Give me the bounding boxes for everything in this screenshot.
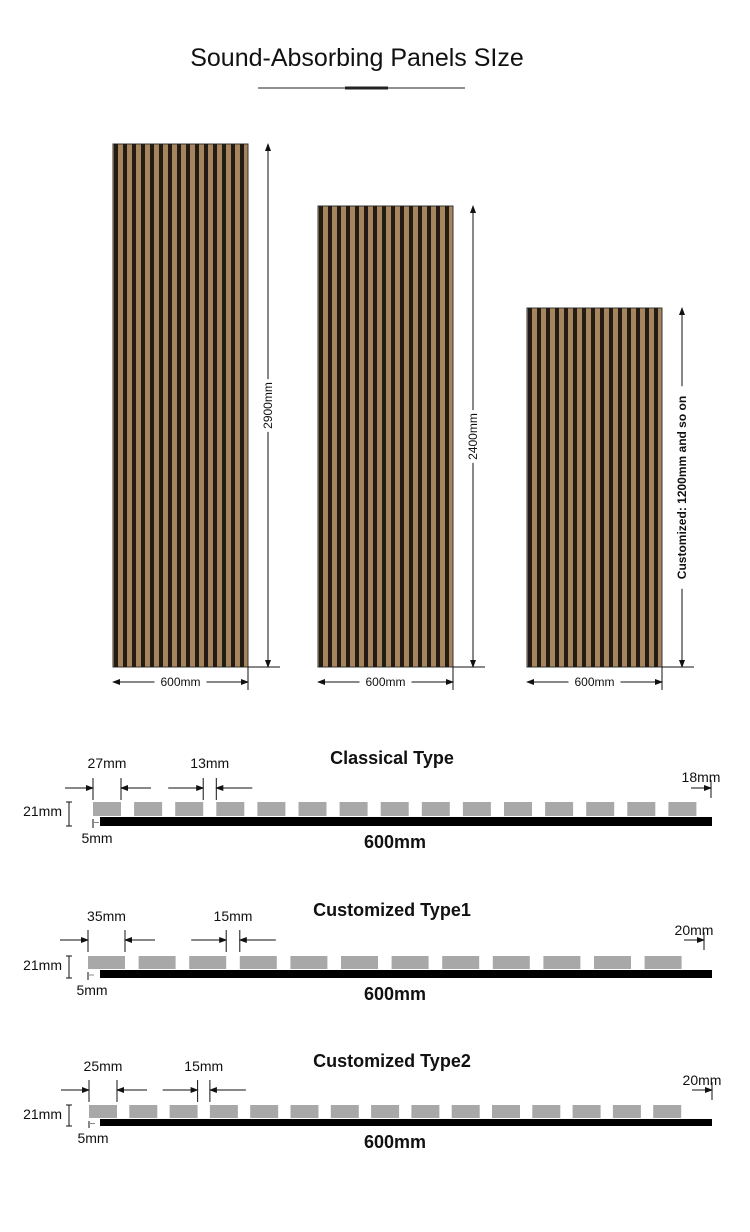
panel-slat-gap bbox=[195, 144, 199, 667]
panel-slat-gap bbox=[213, 144, 217, 667]
height-label: 2900mm bbox=[261, 382, 275, 429]
total-width-label: 600mm bbox=[363, 984, 427, 1004]
profile-slat bbox=[442, 956, 479, 969]
panel-slat-gap bbox=[373, 206, 377, 667]
panel-slat-gap bbox=[319, 206, 323, 667]
profile-slat bbox=[411, 1105, 439, 1118]
panel-slat-gap bbox=[618, 308, 622, 667]
panel-slat-gap bbox=[346, 206, 350, 667]
profile-title: Classical Type bbox=[330, 748, 454, 768]
panel-slat-gap bbox=[645, 308, 649, 667]
profile-slat bbox=[175, 802, 203, 816]
slat-width-label: 35mm bbox=[87, 908, 126, 924]
gap-width-label: 13mm bbox=[190, 755, 230, 771]
panel-slat-gap bbox=[591, 308, 595, 667]
profile-slat bbox=[452, 1105, 480, 1118]
panel-slat-gap bbox=[391, 206, 395, 667]
profile-slat bbox=[291, 1105, 319, 1118]
profile-slat bbox=[381, 802, 409, 816]
panel-slat-gap bbox=[409, 206, 413, 667]
profile-slat bbox=[139, 956, 176, 969]
thickness-label: 21mm bbox=[23, 1106, 62, 1122]
panel-slat-gap bbox=[222, 144, 226, 667]
gap-width-label: 15mm bbox=[184, 1058, 224, 1074]
panel-slat-gap bbox=[159, 144, 163, 667]
profile-slat bbox=[543, 956, 580, 969]
panel-slat-gap bbox=[177, 144, 181, 667]
profile-slat bbox=[210, 1105, 238, 1118]
offset-label: 5mm bbox=[76, 982, 108, 998]
panel-slat-gap bbox=[600, 308, 604, 667]
profile-slat bbox=[573, 1105, 601, 1118]
profile-slat bbox=[299, 802, 327, 816]
panel-slat-gap bbox=[636, 308, 640, 667]
panel-slat-gap bbox=[609, 308, 613, 667]
profile-slat bbox=[492, 1105, 520, 1118]
panel-slat-gap bbox=[240, 144, 244, 667]
thickness-bracket bbox=[66, 956, 72, 978]
offset-label: 5mm bbox=[81, 830, 113, 846]
panel-slat-gap bbox=[364, 206, 368, 667]
profile-slat bbox=[504, 802, 532, 816]
profile-slat bbox=[545, 802, 573, 816]
backing-board bbox=[100, 817, 712, 826]
height-label: Customized: 1200mm and so on bbox=[675, 395, 689, 580]
total-width-label: 600mm bbox=[363, 1132, 427, 1152]
backing-board bbox=[100, 970, 712, 978]
gap-width-label: 15mm bbox=[213, 908, 253, 924]
thickness-bracket bbox=[66, 1105, 72, 1126]
profile-slat bbox=[129, 1105, 157, 1118]
profile-slat bbox=[216, 802, 244, 816]
profile-slat bbox=[392, 956, 429, 969]
end-margin-label: 20mm bbox=[682, 1072, 722, 1088]
profile-slat bbox=[257, 802, 285, 816]
profile-slat bbox=[627, 802, 655, 816]
panel-slat-gap bbox=[564, 308, 568, 667]
panel-slat-gap bbox=[582, 308, 586, 667]
profile-slat bbox=[250, 1105, 278, 1118]
panel-slat-gap bbox=[654, 308, 658, 667]
panel-slat-gap bbox=[231, 144, 235, 667]
profile-slat bbox=[290, 956, 327, 969]
panel-slat-gap bbox=[132, 144, 136, 667]
profile-slat bbox=[586, 802, 614, 816]
panel-slat-gap bbox=[445, 206, 449, 667]
profile-slat bbox=[88, 956, 125, 969]
profile-slat bbox=[613, 1105, 641, 1118]
panel-slat-gap bbox=[546, 308, 550, 667]
profile-slat bbox=[668, 802, 696, 816]
thickness-label: 21mm bbox=[23, 957, 62, 973]
profile-slat bbox=[341, 956, 378, 969]
panel-slat-gap bbox=[355, 206, 359, 667]
profile-slat bbox=[653, 1105, 681, 1118]
profile-slat bbox=[371, 1105, 399, 1118]
profile-slat bbox=[645, 956, 682, 969]
panel-slat-gap bbox=[573, 308, 577, 667]
end-margin-label: 18mm bbox=[681, 769, 721, 785]
panel-slat-gap bbox=[400, 206, 404, 667]
height-label: 2400mm bbox=[466, 413, 480, 460]
panel-slat-gap bbox=[555, 308, 559, 667]
panel-slat-gap bbox=[150, 144, 154, 667]
profile-slat bbox=[240, 956, 277, 969]
profile-2 bbox=[23, 900, 713, 1004]
panel-slat-gap bbox=[186, 144, 190, 667]
thickness-bracket bbox=[66, 802, 72, 826]
panel-slat-gap bbox=[337, 206, 341, 667]
panel-1 bbox=[113, 144, 280, 690]
panel-slat-gap bbox=[537, 308, 541, 667]
panel-slat-gap bbox=[204, 144, 208, 667]
profile-1 bbox=[23, 748, 720, 852]
profile-slat bbox=[170, 1105, 198, 1118]
profile-slat bbox=[493, 956, 530, 969]
profile-title: Customized Type2 bbox=[313, 1051, 471, 1071]
panel-slat-gap bbox=[427, 206, 431, 667]
profile-title: Customized Type1 bbox=[313, 900, 471, 920]
panel-slat-gap bbox=[141, 144, 145, 667]
panel-slat-gap bbox=[114, 144, 118, 667]
profile-slat bbox=[89, 1105, 117, 1118]
page-title: Sound-Absorbing Panels SIze bbox=[190, 44, 524, 72]
panel-slat-gap bbox=[528, 308, 532, 667]
panel-slat-gap bbox=[627, 308, 631, 667]
profile-slat bbox=[189, 956, 226, 969]
total-width-label: 600mm bbox=[363, 832, 427, 852]
panel-slat-gap bbox=[168, 144, 172, 667]
panel-slat-gap bbox=[418, 206, 422, 667]
backing-board bbox=[100, 1119, 712, 1126]
end-margin-label: 20mm bbox=[674, 922, 714, 938]
thickness-label: 21mm bbox=[23, 803, 62, 819]
offset-label: 5mm bbox=[77, 1130, 109, 1146]
profile-slat bbox=[134, 802, 162, 816]
panel-slat-gap bbox=[436, 206, 440, 667]
width-label: 600mm bbox=[365, 675, 406, 689]
profile-slat bbox=[532, 1105, 560, 1118]
panel-2 bbox=[318, 206, 485, 690]
width-label: 600mm bbox=[160, 675, 201, 689]
panel-3 bbox=[527, 308, 694, 690]
profile-slat bbox=[463, 802, 491, 816]
panel-slat-gap bbox=[328, 206, 332, 667]
panel-slat-gap bbox=[123, 144, 127, 667]
slat-width-label: 25mm bbox=[83, 1058, 123, 1074]
profile-slat bbox=[340, 802, 368, 816]
width-label: 600mm bbox=[574, 675, 615, 689]
profile-slat bbox=[93, 802, 121, 816]
profile-slat bbox=[594, 956, 631, 969]
profile-slat bbox=[331, 1105, 359, 1118]
slat-width-label: 27mm bbox=[87, 755, 127, 771]
profile-3 bbox=[23, 1051, 721, 1152]
panel-slat-gap bbox=[382, 206, 386, 667]
profile-slat bbox=[422, 802, 450, 816]
